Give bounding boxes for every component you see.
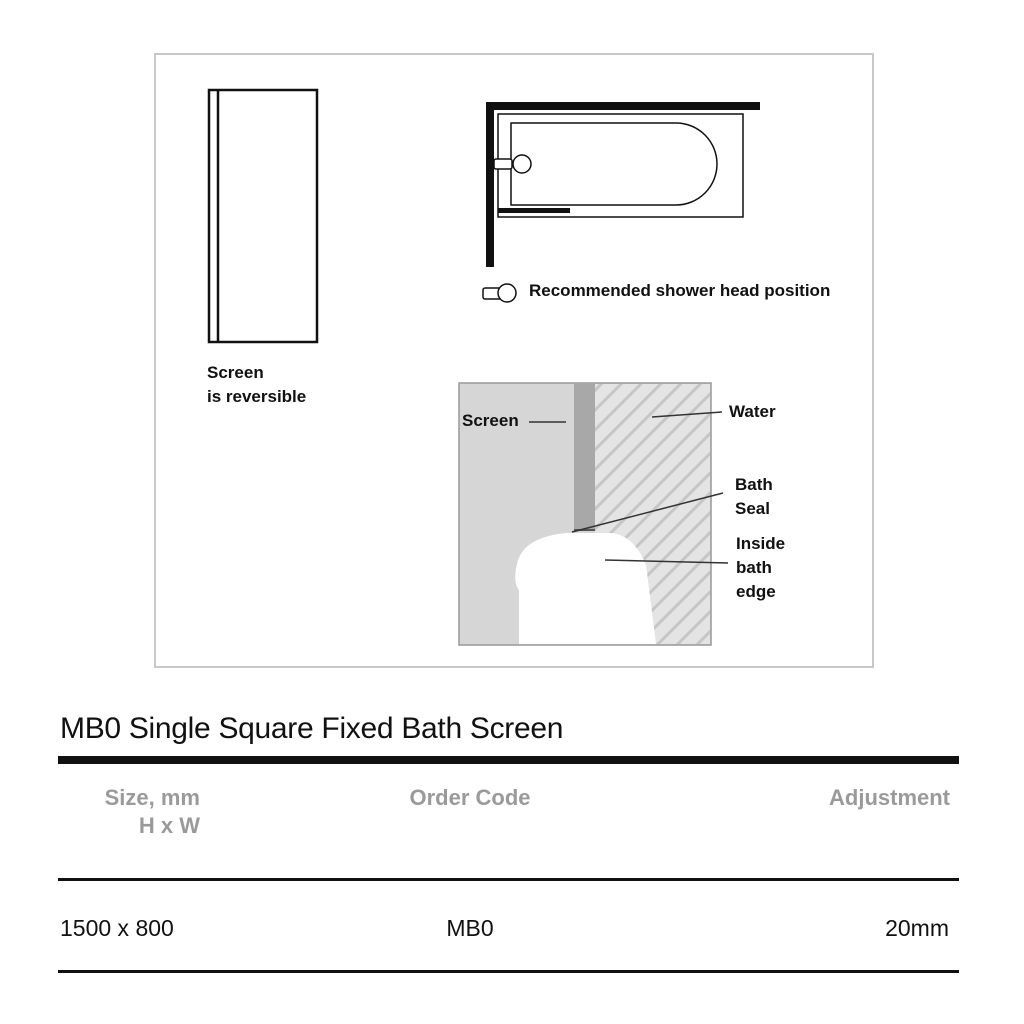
- section-label-water: Water: [729, 402, 776, 421]
- inside-line3: edge: [736, 582, 776, 601]
- bath-seal-line2: Seal: [735, 499, 770, 518]
- header-divider-rule: [58, 878, 959, 881]
- column-header-order-code: Order Code: [409, 785, 531, 810]
- size-header-line2: H x W: [138, 813, 200, 838]
- legend-shower-head-label: Recommended shower head position: [529, 281, 831, 300]
- size-header-line1: Size, mm: [104, 785, 200, 810]
- bath-plan-drawing: [486, 102, 760, 267]
- column-header-size: [60, 784, 200, 840]
- screen-reversible-line2: is reversible: [207, 387, 307, 406]
- column-header-adjustment: Adjustment: [829, 785, 950, 810]
- section-label-inside-bath-edge: [736, 532, 785, 604]
- product-title: MB0 Single Square Fixed Bath Screen: [60, 712, 564, 745]
- inside-line2: bath: [736, 558, 772, 577]
- section-label-screen: Screen: [462, 411, 519, 430]
- legend-shower-head-icon: [483, 284, 516, 302]
- cell-adjustment: 20mm: [885, 915, 949, 941]
- table-bottom-rule: [58, 970, 959, 973]
- section-label-bath-seal: [735, 473, 773, 521]
- inside-line1: Inside: [736, 534, 786, 553]
- cell-size: 1500 x 800: [60, 915, 174, 941]
- bath-seal-line1: Bath: [735, 475, 773, 494]
- table-top-rule: [58, 756, 959, 764]
- diagram-frame: [154, 53, 874, 668]
- cell-order-code: MB0: [446, 915, 494, 941]
- screen-reversible-label: [207, 361, 306, 409]
- screen-panel-drawing: [209, 90, 317, 342]
- screen-reversible-line1: Screen: [207, 363, 264, 382]
